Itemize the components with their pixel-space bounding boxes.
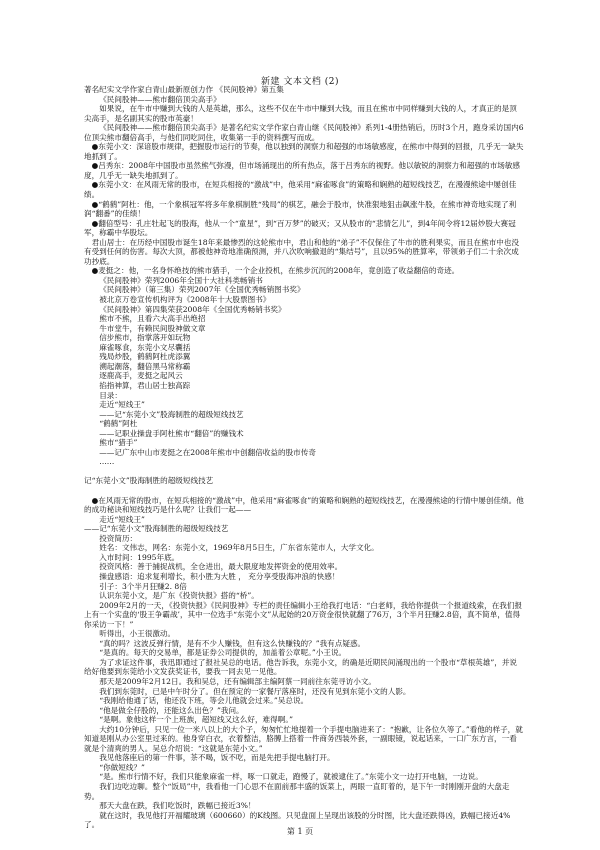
body-paragraph: “是啊。象他这样一个上班族，超短线又这么好，难得啊。” [99,715,293,725]
body-paragraph: “是。熊市行情不好，我们只能象麻雀一样，啄一口就走，跑慢了，就被逮住了。”东莞小文一边打开电脑，一边说。 [99,772,483,782]
body-paragraph: 为了求证这件事，我迅即通过了报社吴总的电话。他告诉我，东莞小文，的确是近期民间涌现出的一个股市“草根英雄”，并说给好他要到东莞给小文发获奖证书，要我一同去见一见他。 [84,657,518,677]
body-paragraph: ——记广东中山市麦挺之在2008年熊市中创翻倍收益的股市传奇 [99,447,316,457]
body-paragraph: “他是做全仔股的，还能这么出色？”我问。 [99,705,244,715]
body-paragraph: 《民间股神——熊市翻倍顶尖高手》是著名纪实文学作家白青山继《民间股神》系列1-4册热销后，历时3个月，跑身采访国内6位顶尖熊市翻倍高手，与他们同吃同住，收集第一手的资料撰写而成。 [84,123,524,142]
document-body [84,85,524,830]
body-paragraph: 投资简历： [99,533,138,543]
document-title: 新建 文本文档 (2) [261,77,339,87]
body-paragraph: ●翻倍型号：孔庄牡起飞的股海，他从一个“童星”，到“百万梦”的破灭；又从股市的“悲情乞儿”，到4年间令将12届炒股大赛冠军，称霸中华股坛。 [84,218,516,238]
body-paragraph: 逐鹿高手，麦挺之起风云 [99,371,183,381]
body-paragraph: 《民间股神》第四集荣获2008年《全国优秀畅销书奖》 [99,304,286,314]
body-paragraph: ●东莞小文：深谙股市规律，把握股市运行的节奏，他以独到的洞察力和超强的市场敏感度，在熊市中得到的回报，几乎无一缺失地抓到了。 [84,142,524,161]
body-paragraph: ●在风雨无常的股市，在短兵相接的“激战”中，他采用“麻雀啄食”的策略和娴熟的超短线技艺，在漫漫熊途的行情中屡创佳绩。他的成功秘诀和短线技巧是什么呢？让我们一起—— [84,495,524,515]
body-paragraph: 目录： [99,390,122,400]
page-footer: 第 1 页 [286,827,314,836]
body-paragraph: ——记职业操盘手阿杜熊市“翻倍”的赚钱术 [99,428,244,438]
body-paragraph: 《民间股神》荣列2006年全国十大社科类畅销书 [99,275,263,285]
body-paragraph: “你做短线？” [99,762,145,772]
body-paragraph: 熊市“猎手” [99,438,138,448]
body-paragraph: 入市时间：1995年底。 [99,552,180,562]
body-paragraph: 听得出，小王很激动。 [99,629,176,639]
body-paragraph: 被北京万卷宣传机构评为《2008年十大股票图书》 [99,295,271,305]
body-paragraph: 走近“短线王” [99,400,145,410]
body-paragraph: 麻雀啄食，东莞小文尽囊括 [99,342,191,352]
body-paragraph: ●麦挺之：他，一名身怀绝技的熊市猎手，一个企业投机，在熊步沉沉的2008年，竟创造了收益翻倍的奇迹。 [91,266,460,276]
body-paragraph: 操盘感语：追求复利增长，积小胜为大胜 ， 充分享受股海冲浪的快感！ [99,571,340,581]
body-paragraph: 姓名：文伟志，网名：东莞小文，1969年8月5日生，广东省东莞市人，大学文化。 [99,543,379,553]
body-paragraph: 大约10分钟后，只见一位一米八以上的大个子，匆匆忙忙地提着一个手提电脑进来了：“抱歉，让各位久等了。”看他的样子，就知道是刚从办公室里过来的。他身穿白衣，衣着整洁，胳膊上搭着一件商务西装外套，一副眼镜，说起话来，一口广东方言，一看就是个清爽的男人。吴总介绍说：“这就是东莞小文。” [84,724,523,753]
body-paragraph: 认识东莞小文，是广东《投资快报》搭的“桥”。 [99,591,259,601]
body-paragraph: 投资风格：善于捕捉战机，全仓进出，最大限度地发挥资金的使用效率。 [99,562,343,572]
body-paragraph: ●吕秀东：2008年中国股市虽然熊气弥漫，但市场涌现出的所有热点，落于吕秀东的视野。他以敏锐的洞察力和超强的市场敏感度，几乎无一缺失地抓到了。 [84,161,521,180]
body-paragraph: 那天大盘在跌，我们吃饭时，跌幅已接近3%！ [99,801,256,811]
body-paragraph: 我们到东莞时，已是中午时分了。但在预定的一家餐厅落座时，还没有见到东莞小文的人影。 [99,686,411,696]
body-paragraph: 《民间股神——熊市翻倍顶尖高手》 [99,94,221,104]
body-paragraph: 走近“短线王” [99,514,145,524]
body-paragraph: 掐指神算，君山居士独高踪 [99,380,191,390]
body-paragraph: ——记“东莞小文”股海制胜的超级短线技艺 [84,524,229,534]
body-paragraph: 记“东莞小文”股海制胜的超级短线技艺 [84,476,214,486]
blank-line [84,486,524,496]
body-paragraph: ——记“东莞小文”股海制胜的超级短线技艺 [99,409,244,419]
body-paragraph: 引子：3个半月狂赚2. 8倍 [99,581,187,591]
body-paragraph: 2009年2月的一天，《投资快报》《民间股神》专栏的责任编辑小王给我打电话：“白老师，我给你提供一个报道线索，在我们报上有一个实盘的‘股王争霸战’，其中一位选手“东莞小文”从起始的20万资金很快就翻了76万，3个半月狂赚2.8倍，真不简单，值得你采访一下！” [84,600,523,629]
body-paragraph: “真的吗？这波反弹行情，是有不少人赚钱，但有这么快赚钱的？”我有点疑惑。 [99,638,366,648]
body-paragraph: 我见他落座后的第一件事，茶不喝，饭不吃，而是先把手提电脑打开。 [99,753,335,763]
body-paragraph: …… [99,457,115,467]
body-paragraph: 信步熊市，指掌落开如玩物 [99,333,191,343]
body-paragraph: 熊市不熊，且看六大高手出绝招 [99,314,206,324]
body-paragraph: 《民间股神》（第三集）荣列2007年《全国优秀畅销图书奖》 [99,285,305,295]
body-paragraph: ●“鹤鹤”阿杜：他，一个象棋冠军将多年象棋制胜“残局”的棋艺，融会于股市，快准狠地狙击飙涨牛股，在熊市神奇地实现了利润“翻番”的佳绩！ [84,199,517,219]
body-paragraph: 溯起潮落，翻倍黑马常称霸 [99,361,191,371]
body-paragraph: 如果说，在牛市中赚到大钱的人是英雄，那么，这些不仅在牛市中赚到大钱，而且在熊市中同样赚到大钱的人，才真正的是顶尖高手，是名副其实的股市英豪！ [84,104,517,123]
body-paragraph: 著名纪实文学作家白青山最新原创力作 《民间股神》第五集 [84,85,284,94]
body-paragraph: 君山居士：在历经中国股市诞生18年来最惨烈的这轮熊市中，君山和他的“弟子”不仅保住了牛市的胜利果实，而且在熊市中也没有受到任何的伤害。每次大顶，都被他神奇地准确预测，并八次吹响撤退的“集结号”，且以95%的胜算率，带领弟子们二十余次成功抄底。 [84,237,520,266]
body-paragraph: 我们边吃边聊。整个“饭局”中，我看他一门心思不在面前那丰盛的饭菜上，两眼一直盯着的，是下午一时刚刚开盘的大盘走势。 [84,782,510,801]
body-paragraph: “鹤鹤”阿杜 [99,419,138,429]
body-paragraph: 牛市堂牛，有赖民间股神做文章 [99,323,206,333]
body-paragraph: 那天是2009年2月12日。我和吴总，还有编辑部主编阿蔡一同前往东莞寻访小文。 [99,677,377,686]
body-paragraph: “我刚给他通了话，他还没下班，等会儿他就会过来。”吴总说。 [99,696,309,706]
body-paragraph: “是真的。每天的交易单，都是证券公司提供的，加盖着公章呢。”小王说。 [99,648,347,658]
body-paragraph: 残局炒股，鹤鹤阿杜虎添翼 [99,352,191,362]
body-paragraph: 就在这时，我见他打开福耀玻璃（600660）的K线图。只见盘面上呈现出该股的分时图，比大盘还跌得凶，跌幅已接近4%了。 [84,810,511,830]
body-paragraph: ●东莞小文：在风雨无常的股市，在短兵相接的“激战”中，他采用“麻雀啄食”的策略和娴熟的超短线技艺，在漫漫熊途中屡创佳绩。 [84,180,517,200]
